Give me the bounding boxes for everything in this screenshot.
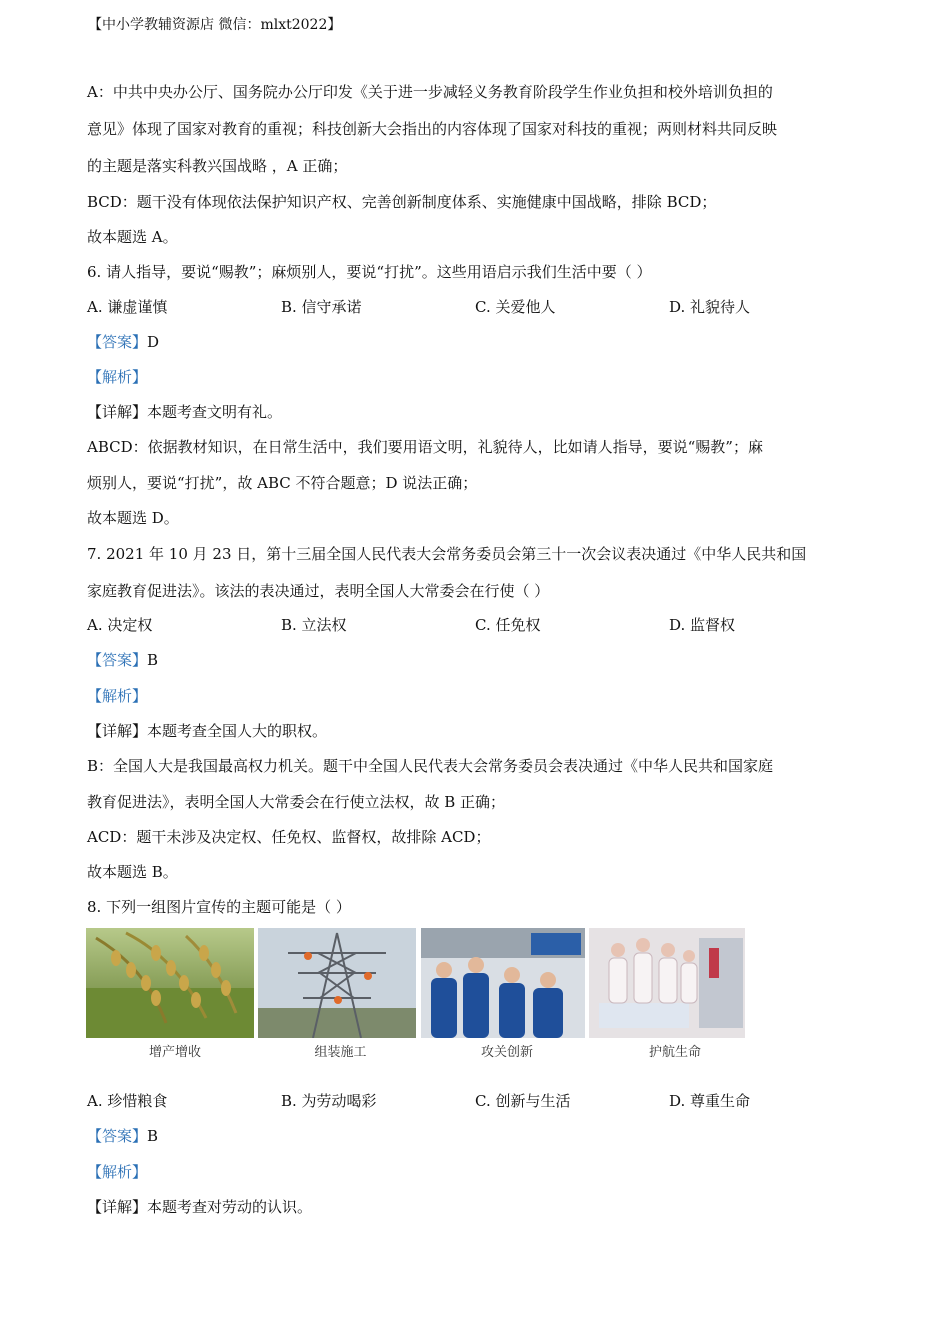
option-a: A. 谦虚谨慎: [87, 298, 168, 316]
option-b: B. 为劳动喝彩: [281, 1092, 377, 1110]
option-a: A. 决定权: [87, 616, 153, 634]
answer-tag: 【答案】: [87, 1127, 148, 1145]
option-b: B. 立法权: [281, 616, 347, 634]
text-line: 烦别人，要说“打扰”，故 ABC 不符合题意；D 说法正确；: [87, 474, 478, 492]
detail-line: 【详解】本题考查文明有礼。: [87, 403, 283, 421]
option-b: B. 信守承诺: [281, 298, 362, 316]
text-line: B：全国人大是我国最高权力机关。题干中全国人民代表大会常务委员会表决通过《中华人民共和国家庭: [87, 757, 774, 775]
text-line: ABCD：依据教材知识，在日常生活中，我们要用语文明，礼貌待人，比如请人指导，要说“赐教”；麻: [87, 438, 763, 456]
answer-tag: 【答案】: [87, 651, 148, 669]
analysis-tag: 【解析】: [87, 1163, 148, 1181]
analysis-tag: 【解析】: [87, 368, 148, 386]
medical-care-photo: [589, 928, 745, 1038]
question-stem: 8. 下列一组图片宣传的主题可能是（ ）: [87, 898, 351, 916]
text-line: 故本题选 D。: [87, 509, 179, 527]
photo-caption: 护航生命: [648, 1045, 701, 1060]
answer-value: D: [147, 333, 160, 351]
question-stem: 家庭教育促进法》。该法的表决通过，表明全国人大常委会在行使（ ）: [87, 582, 550, 600]
header-watermark: 【中小学教辅资源店 微信：mlxt2022】: [88, 17, 342, 33]
answer-value: B: [147, 1127, 159, 1145]
answer-line: [87, 1126, 158, 1146]
option-d: D. 礼貌待人: [669, 298, 751, 316]
option-c: C. 关爱他人: [475, 298, 556, 316]
text-line: 故本题选 A。: [87, 228, 178, 246]
rice-harvest-photo: [86, 928, 254, 1038]
text-line: A：中共中央办公厅、国务院办公厅印发《关于进一步减轻义务教育阶段学生作业负担和校外培训负担的: [87, 83, 773, 101]
text-line: 故本题选 B。: [87, 863, 178, 881]
question-stem: 6. 请人指导，要说“赐教”；麻烦别人，要说“打扰”。这些用语启示我们生活中要（ ）: [87, 263, 652, 281]
photo-caption: 增产增收: [148, 1045, 201, 1060]
option-d: D. 监督权: [669, 616, 736, 634]
tower-construction-photo: [258, 928, 416, 1038]
text-line: ACD：题干未涉及决定权、任免权、监督权，故排除 ACD；: [87, 828, 491, 846]
detail-line: 【详解】本题考查对劳动的认识。: [87, 1198, 313, 1216]
photo-caption: 组装施工: [314, 1045, 367, 1060]
option-c: C. 任免权: [475, 616, 541, 634]
detail-line: 【详解】本题考查全国人大的职权。: [87, 722, 328, 740]
text-line: 的主题是落实科教兴国战略 ，A 正确；: [87, 157, 348, 175]
text-line: BCD：题干没有体现依法保护知识产权、完善创新制度体系、实施健康中国战略，排除 BCD；: [87, 193, 717, 211]
analysis-tag: 【解析】: [87, 687, 148, 705]
answer-tag: 【答案】: [87, 333, 148, 351]
answer-line: [87, 332, 159, 352]
question-stem: 7. 2021 年 10 月 23 日，第十三届全国人民代表大会常务委员会第三十一次会议表决通过《中华人民共和国: [87, 545, 807, 563]
text-line: 教育促进法》，表明全国人大常委会在行使立法权，故 B 正确；: [87, 793, 506, 811]
answer-line: [87, 650, 158, 670]
option-d: D. 尊重生命: [669, 1092, 751, 1110]
engineers-innovation-photo: [421, 928, 585, 1038]
photo-caption: 攻关创新: [480, 1045, 533, 1060]
text-line: 意见》体现了国家对教育的重视；科技创新大会指出的内容体现了国家对科技的重视；两则材料共同反映: [87, 120, 778, 138]
option-a: A. 珍惜粮食: [87, 1092, 168, 1110]
answer-value: B: [147, 651, 159, 669]
option-c: C. 创新与生活: [475, 1092, 571, 1110]
